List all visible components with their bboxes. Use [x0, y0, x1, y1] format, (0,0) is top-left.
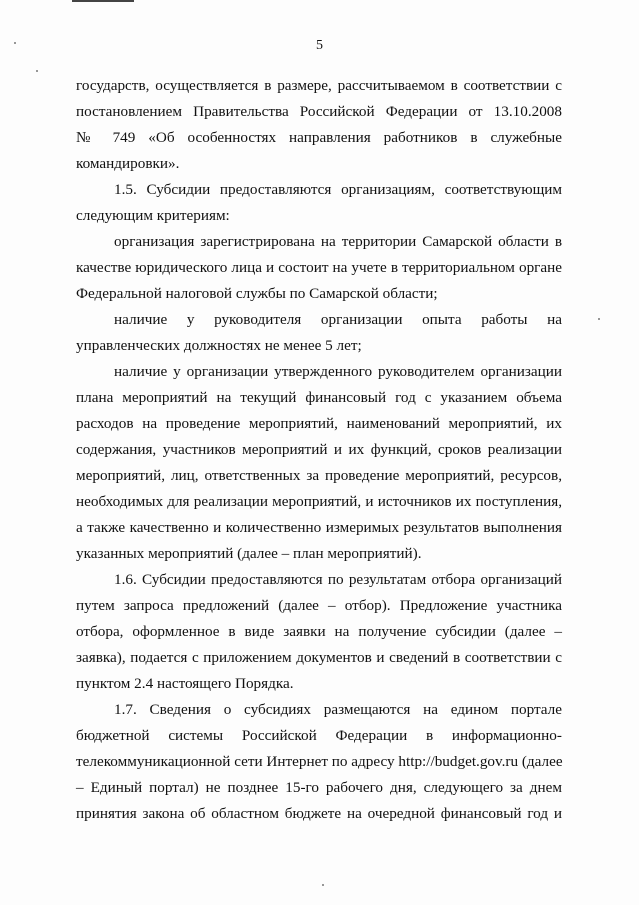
paragraph-1-5 — [76, 177, 562, 229]
scan-edge-mark — [72, 0, 134, 2]
text-line: указанных мероприятий (далее – план мероприятий). — [76, 545, 422, 562]
word: бюджетной — [76, 727, 150, 744]
text-line-spread — [76, 723, 562, 749]
word: наличие — [114, 311, 168, 328]
text-line: пунктом 2.4 настоящего Порядка. — [76, 675, 294, 692]
word: системы — [168, 727, 224, 744]
text-line: следующим критериям: — [76, 207, 230, 224]
word: Российской — [241, 727, 317, 744]
text-line: принятия закона об областном бюджете на очередной финансовый год и — [76, 805, 562, 822]
word: информационно- — [451, 727, 562, 744]
word: работы — [481, 311, 528, 328]
scan-speck — [598, 318, 600, 320]
scan-speck — [36, 70, 38, 72]
paragraph-1-6 — [76, 567, 562, 697]
text-line: Федеральной налоговой службы по Самарской области; — [76, 285, 438, 302]
word: опыта — [422, 311, 462, 328]
text-line: управленческих должностях не менее 5 лет; — [76, 337, 362, 354]
text-line: плана мероприятий на текущий финансовый год с указанием объема — [76, 389, 562, 406]
paragraph-criterion-plan — [76, 359, 562, 567]
text-line: 1.7. Сведения о субсидиях размещаются на едином портале — [114, 701, 562, 718]
text-line: организация зарегистрирована на территории Самарской области в — [114, 233, 562, 250]
text-line: телекоммуникационной сети Интернет по адресу http://budget.gov.ru (далее — [76, 753, 563, 770]
text-line: содержания, участников мероприятий и их функций, сроков реализации — [76, 441, 562, 458]
text-line: 1.6. Субсидии предоставляются по результатам отбора организаций — [114, 571, 562, 588]
word: Федерации — [335, 727, 408, 744]
text-line: путем запроса предложений (далее – отбор). Предложение участника — [76, 597, 562, 614]
text-line: № 749 «Об особенностях направления работников в служебные — [76, 129, 562, 146]
text-line: 1.5. Субсидии предоставляются организациям, соответствующим — [114, 181, 562, 198]
paragraph-criterion-registration — [76, 229, 562, 307]
page-number: 5 — [316, 38, 323, 53]
word: на — [547, 311, 562, 328]
word: организации — [320, 311, 403, 328]
text-line: заявка), подается с приложением документов и сведений в соответствии с — [76, 649, 562, 666]
text-line-spread — [76, 307, 562, 333]
text-line: мероприятий, лиц, ответственных за проведение мероприятий, ресурсов, — [76, 467, 562, 484]
text-line: государств, осуществляется в размере, рассчитываемом в соответствии с — [76, 77, 562, 94]
text-line: а также качественно и количественно измеримых результатов выполнения — [76, 519, 562, 536]
word: в — [425, 727, 434, 744]
text-line: отбора, оформленное в виде заявки на получение субсидии (далее – — [76, 623, 562, 640]
paragraph-criterion-experience — [76, 307, 562, 359]
text-line: постановлением Правительства Российской Федерации от 13.10.2008 — [76, 103, 562, 120]
scan-speck — [322, 884, 324, 886]
word: руководителя — [214, 311, 302, 328]
text-line: командировки». — [76, 155, 180, 172]
document-body — [76, 73, 562, 827]
text-line: – Единый портал) не позднее 15-го рабочего дня, следующего за днем — [76, 779, 562, 796]
paragraph-1-7 — [76, 697, 562, 827]
word: у — [186, 311, 195, 328]
text-line: наличие у организации утвержденного руководителем организации — [114, 363, 562, 380]
text-line: расходов на проведение мероприятий, наименований мероприятий, их — [76, 415, 562, 432]
paragraph-continuation — [76, 73, 562, 177]
text-line: необходимых для реализации мероприятий, и источников их поступления, — [76, 493, 562, 510]
text-line: качестве юридического лица и состоит на учете в территориальном органе — [76, 259, 562, 276]
